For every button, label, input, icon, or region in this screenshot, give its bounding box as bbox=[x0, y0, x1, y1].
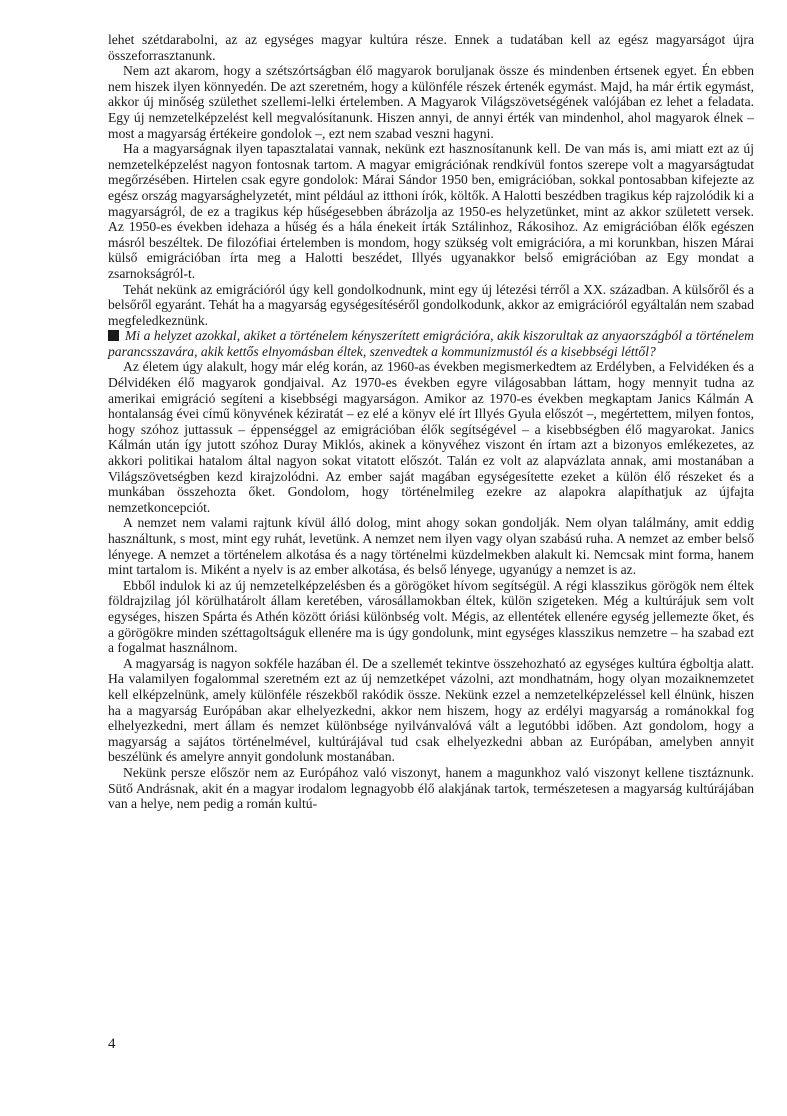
page-number: 4 bbox=[108, 1036, 116, 1052]
paragraph: A magyarság is nagyon sokféle hazában él. De a szellemét tekintve összehozható az egységes kultúra égboltja alatt. Ha valamilyen fogalommal szeretném ezt az új nemzetképet vázolni, azt mondhatnám, hogy olyan mozaiknemzetet kell elképzelnünk, amely különféle részekből rakódik össze. Nekünk ezzel a nemzetelképzeléssel kell élnünk, hiszen ha a magyarság Európában akar elhelyezkedni, akkor nem hiszem, hogy az erdélyi magyarság a románokkal fog elhelyezkedni, mert állam és nemzet különbsége nyilvánvalóvá vált a legutóbbi időben. Azt gondolom, hogy a magyarság a sajátos történelmével, kultúrájával tud csak elhelyezkedni abban az Európában, amelyben annyit beszélünk és amelyre annyit gondolunk mostanában. bbox=[108, 655, 754, 765]
paragraph: lehet szétdarabolni, az az egységes magyar kultúra része. Ennek a tudatában kell az egész magyarságot újra összeforrasztanunk. bbox=[108, 32, 754, 63]
paragraph: A nemzet nem valami rajtunk kívül álló dolog, mint ahogy sokan gondolják. Nem olyan találmány, amit eddig használtunk, s most, mint egy ruhát, levetünk. A nemzet nem ilyen vagy olyan szabású ruha. A nemzet az ember belső lényege. A nemzet a történelem alkotása és a nagy történelmi küzdelmekben alakult ki. Nemcsak mint forma, hanem mint tartalom is. Miként a nyelv is az ember alkotása, és belső lényege, ugyanúgy a nemzet is az. bbox=[108, 515, 754, 578]
page-body bbox=[108, 32, 754, 812]
interview-question bbox=[108, 328, 754, 359]
question-text: Mi a helyzet azokkal, akiket a történelem kényszerített emigrációra, akik kiszorultak az anyaországból a történelem parancsszavára, akik kettős elnyomásban éltek, szenvedtek a kommunizmustól és a kisebbségi léttől? bbox=[108, 328, 754, 359]
paragraph: Tehát nekünk az emigrációról úgy kell gondolkodnunk, mint egy új létezési térről a XX. században. A külsőről és a belsőről egyaránt. Tehát ha a magyarság egységesítéséről gondolkodunk, akkor az emigrációról egyáltalán nem szabad megfeledkeznünk. bbox=[108, 281, 754, 328]
paragraph: Ha a magyarságnak ilyen tapasztalatai vannak, nekünk ezt hasznosítanunk kell. De van más is, ami miatt ezt az új nemzetelképzelést nagyon fontosnak tartom. A magyar emigrációnak rendkívül fontos szerepe volt a magyarságtudat megőrzésében. Hirtelen csak egyre gondolok: Márai Sándor 1950 ben, emigrációban, sokkal pontosabban kifejezte az egész ország magyarsághelyzetét, mint például az itthoni írók, költők. A Halotti beszédben tragikus kép rajzolódik ki a magyarságról, de ez a tragikus kép hűségesebben ábrázolja az 1950-es helyzetünket, mint az akkor született versek. Az 1950-es években idehaza a hűség és a hála énekeit írták Sztálinhoz, Rákosihoz. Az emigrációban élők egészen másról beszéltek. De filozófiai értelemben is mondom, hogy szükség volt emigrációra, a mi korunkban, hiszen Márai külső emigrációban írta meg a Halotti beszédet, Illyés ugyanakkor belső emigrációban az Egy mondat a zsarnokságról-t. bbox=[108, 141, 754, 281]
paragraph: Az életem úgy alakult, hogy már elég korán, az 1960-as években megismerkedtem az Erdélyben, a Felvidéken és a Délvidéken élő magyarok gondjaival. Az 1970-es években egyre világosabban láttam, hogy mennyit tudna az amerikai emigráció segíteni a kisebbségi magyarságon. Amikor az 1970-es években megkaptam Janics Kálmán A hontalanság évei című könyvének kéziratát – ez elé a könyv elé írt Illyés Gyula előszót –, megértettem, milyen fontos, hogy szóhoz juttassuk – éppenséggel az emigrációban élők segítségével – a kisebbségben élő magyarokat. Janics Kálmán után így jutott szóhoz Duray Miklós, akinek a könyvéhez viszont én írtam azt a bizonyos emlékezetes, az akkori politikai hatalom által nagyon sokat vitatott előszót. Talán ez volt az alapvázlata annak, ami mostanában a Világszövetségben kezd kirajzolódni. Az ember saját magában egységesítette ezeket a külön élő részeket és a munkában összehozta őket. Gondolom, hogy történelmileg ezekre az alapokra alapíthatjuk az újfajta nemzetkoncepciót. bbox=[108, 359, 754, 515]
square-bullet-icon bbox=[108, 330, 119, 341]
paragraph: Nekünk persze először nem az Európához való viszonyt, hanem a magunkhoz való viszonyt kellene tisztáznunk. Sütő Andrásnak, akit én a magyar irodalom legnagyobb élő alakjának tartok, természetesen a magyarság kultúrájában van a helye, nem pedig a román kultú- bbox=[108, 764, 754, 812]
paragraph: Nem azt akarom, hogy a szétszórtságban élő magyarok boruljanak össze és mindenben értsenek egyet. Én ebben nem hiszek ilyen könnyedén. De azt szeretném, hogy a különféle részek értenék egymást. Majd, ha már értik egymást, akkor új minőség születhet szellemi-lelki értelemben. A Magyarok Világszövetségének valójában ez lehet a feladata. Egy új nemzetelképzelést kell megvalósítanunk. Hiszen annyi, de annyi érték van mindenhol, ahol magyarok élnek – most a magyarság értékeire gondolok –, ezt nem szabad veszni hagyni. bbox=[108, 63, 754, 141]
paragraph: Ebből indulok ki az új nemzetelképzelésben és a görögöket hívom segítségül. A régi klasszikus görögök nem éltek földrajzilag jól körülhatárolt állam keretében, városállamokban éltek, külön szigeteken. Még a kultúrájuk sem volt egységes, hiszen Spárta és Athén között óriási különbség volt. Mégis, az ellentétek ellenére egység jellemezte őket, és a görögökre minden széttagoltságuk ellenére ma is úgy gondolunk, mint egységes klasszikus nemzetre – ha szabad ezt a fogalmat használnom. bbox=[108, 577, 754, 656]
